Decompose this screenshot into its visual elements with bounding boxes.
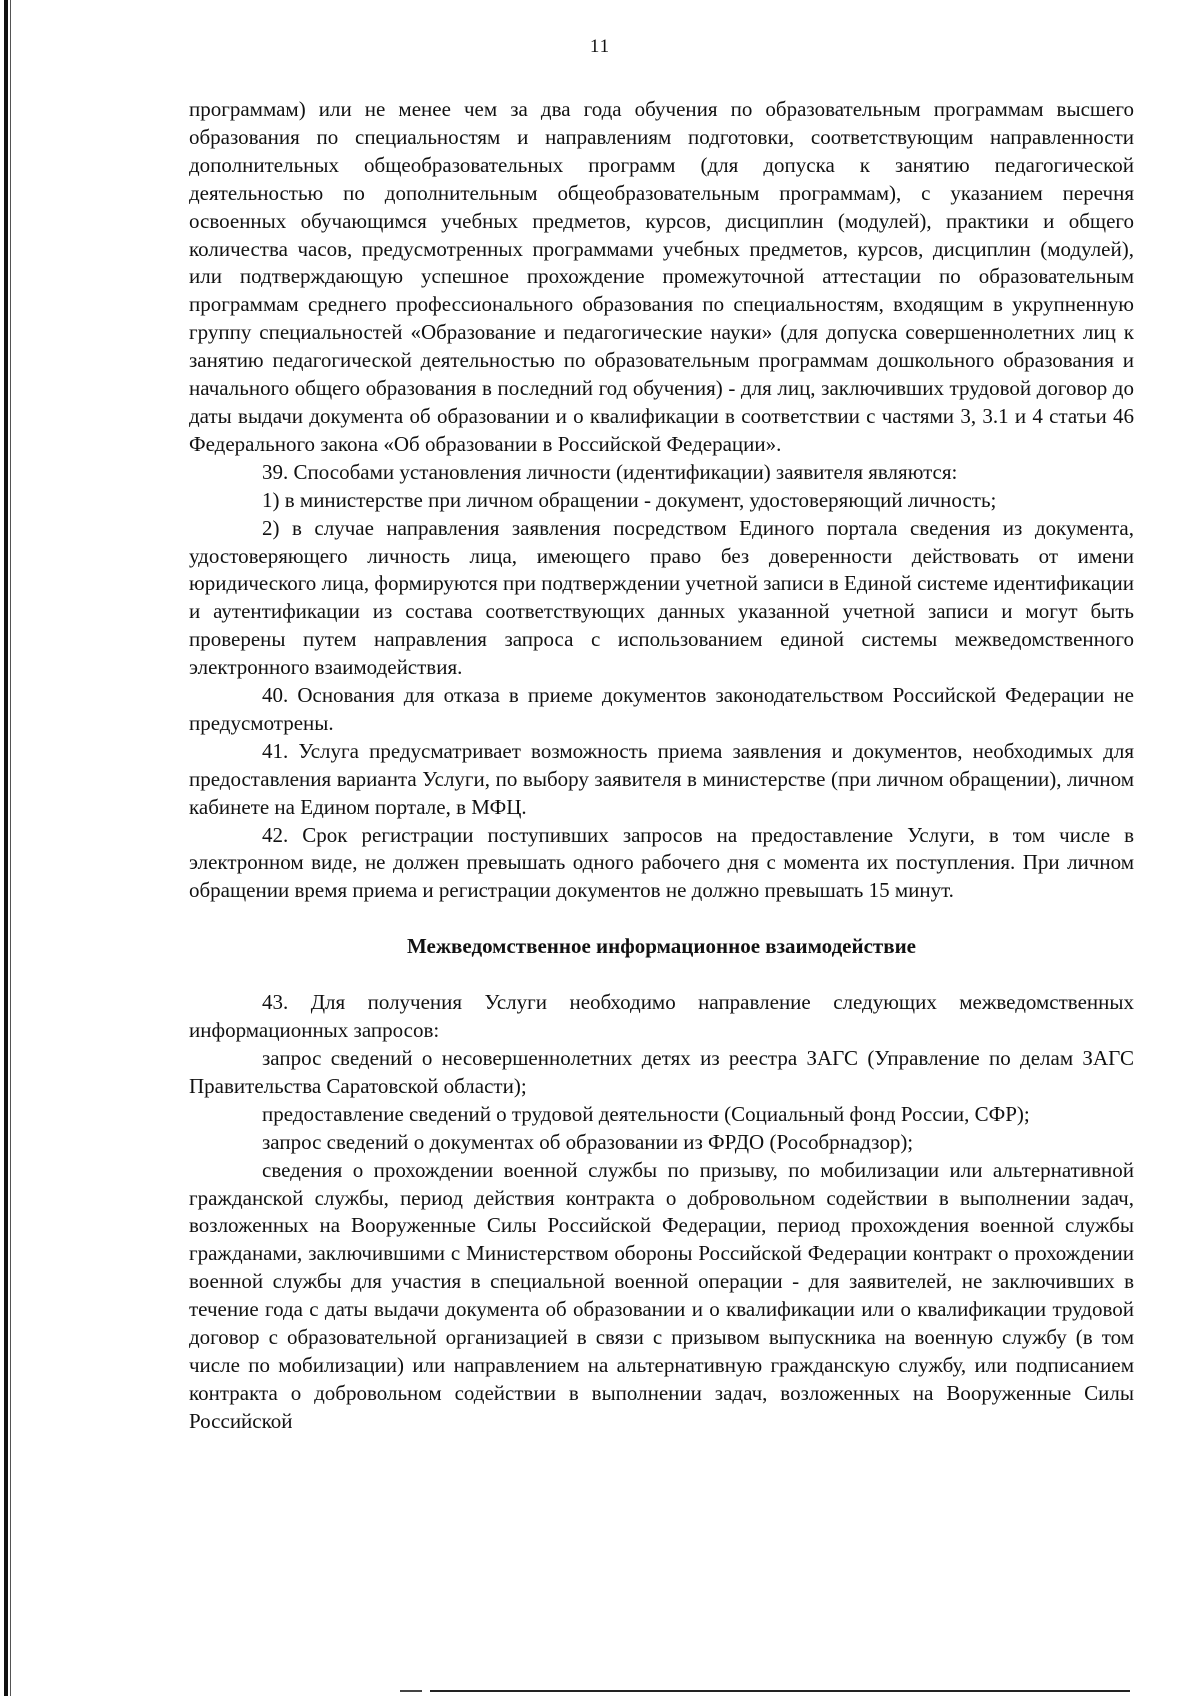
document-body — [189, 96, 1134, 1436]
paragraph-39-item-2: 2) в случае направления заявления посредством Единого портала сведения из документа, удостоверяющего личность лица, имеющего право без доверенности действовать от имени юридического лица, формируются при подтверждении учетной записи в Единой системе идентификации и аутентификации из состава соответствующих данных указанной учетной записи и могут быть проверены путем направления запроса с использованием единой системы межведомственного электронного взаимодействия. — [189, 515, 1134, 680]
paragraph-continuation: программам) или не менее чем за два года обучения по образовательным программам высшего образования по специальностям и направлениям подготовки, соответствующим направленности дополнительных общеобразовательных программ (для допуска к занятию педагогической деятельностью по дополнительным общеобразовательным программам), с указанием перечня освоенных обучающимся учебных предметов, курсов, дисциплин (модулей), практики и общего количества часов, предусмотренных программами учебных предметов, курсов, дисциплин (модулей), или подтверждающую успешное прохождение промежуточной аттестации по образовательным программам среднего профессионального образования по специальностям, входящим в укрупненную группу специальностей «Образование и педагогические науки» (для допуска совершеннолетних лиц к занятию педагогической деятельностью по образовательным программам дошкольного образования и начального общего образования в последний год обучения) - для лиц, заключивших трудовой договор до даты выдачи документа об образовании и о квалификации в соответствии с частями 3, 3.1 и 4 статьи 46 Федерального закона «Об образовании в Российской Федерации». — [189, 97, 1134, 456]
page-number: 11 — [589, 36, 611, 57]
paragraph-39-item-1: 1) в министерстве при личном обращении - документ, удостоверяющий личность; — [262, 487, 997, 512]
paragraph-43-item-sfr: предоставление сведений о трудовой деятельности (Социальный фонд России, СФР); — [262, 1101, 1030, 1126]
paragraph-39: 39. Способами установления личности (идентификации) заявителя являются: — [262, 459, 958, 484]
paragraph-43-item-frdo: запрос сведений о документах об образовании из ФРДО (Рособрнадзор); — [262, 1129, 914, 1154]
section-heading: Межведомственное информационное взаимодействие — [406, 934, 917, 959]
scan-left-border — [4, 0, 8, 1696]
scan-left-border-thin — [10, 0, 11, 1696]
paragraph-42: 42. Срок регистрации поступивших запросов на предоставление Услуги, в том числе в электронном виде, не должен превышать одного рабочего дня с момента их поступления. При личном обращении время приема и регистрации документов не должно превышать 15 минут. — [189, 822, 1134, 903]
paragraph-43-item-military: сведения о прохождении военной службы по призыву, по мобилизации или альтернативной гражданской службы, период действия контракта о добровольном содействии в выполнении задач, возложенных на Вооруженные Силы Российской Федерации, период прохождения военной службы гражданами, заключившими с Министерством обороны Российской Федерации контракт о прохождении военной службы для участия в специальной военной операции - для заявителей, не заключивших в течение года с даты выдачи документа об образовании и о квалификации или о квалификации трудовой договор с образовательной организацией в связи с призывом выпускника на военную службу (в том числе по мобилизации) или направлением на альтернативную гражданскую службу, или подписанием контракта о добровольном содействии в выполнении задач, возложенных на Вооруженные Силы Российской — [189, 1157, 1134, 1433]
paragraph-40: 40. Основания для отказа в приеме документов законодательством Российской Федерации не предусмотрены. — [189, 683, 1134, 735]
paragraph-43-item-zags: запрос сведений о несовершеннолетних детях из реестра ЗАГС (Управление по делам ЗАГС Правительства Саратовской области); — [189, 1046, 1134, 1098]
scan-bottom-rule — [430, 1690, 1130, 1692]
paragraph-43: 43. Для получения Услуги необходимо направление следующих межведомственных информационных запросов: — [189, 990, 1134, 1043]
scan-bottom-mark — [400, 1690, 422, 1692]
paragraph-41: 41. Услуга предусматривает возможность приема заявления и документов, необходимых для предоставления варианта Услуги, по выбору заявителя в министерстве (при личном обращении), личном кабинете на Едином портале, в МФЦ. — [189, 738, 1134, 819]
